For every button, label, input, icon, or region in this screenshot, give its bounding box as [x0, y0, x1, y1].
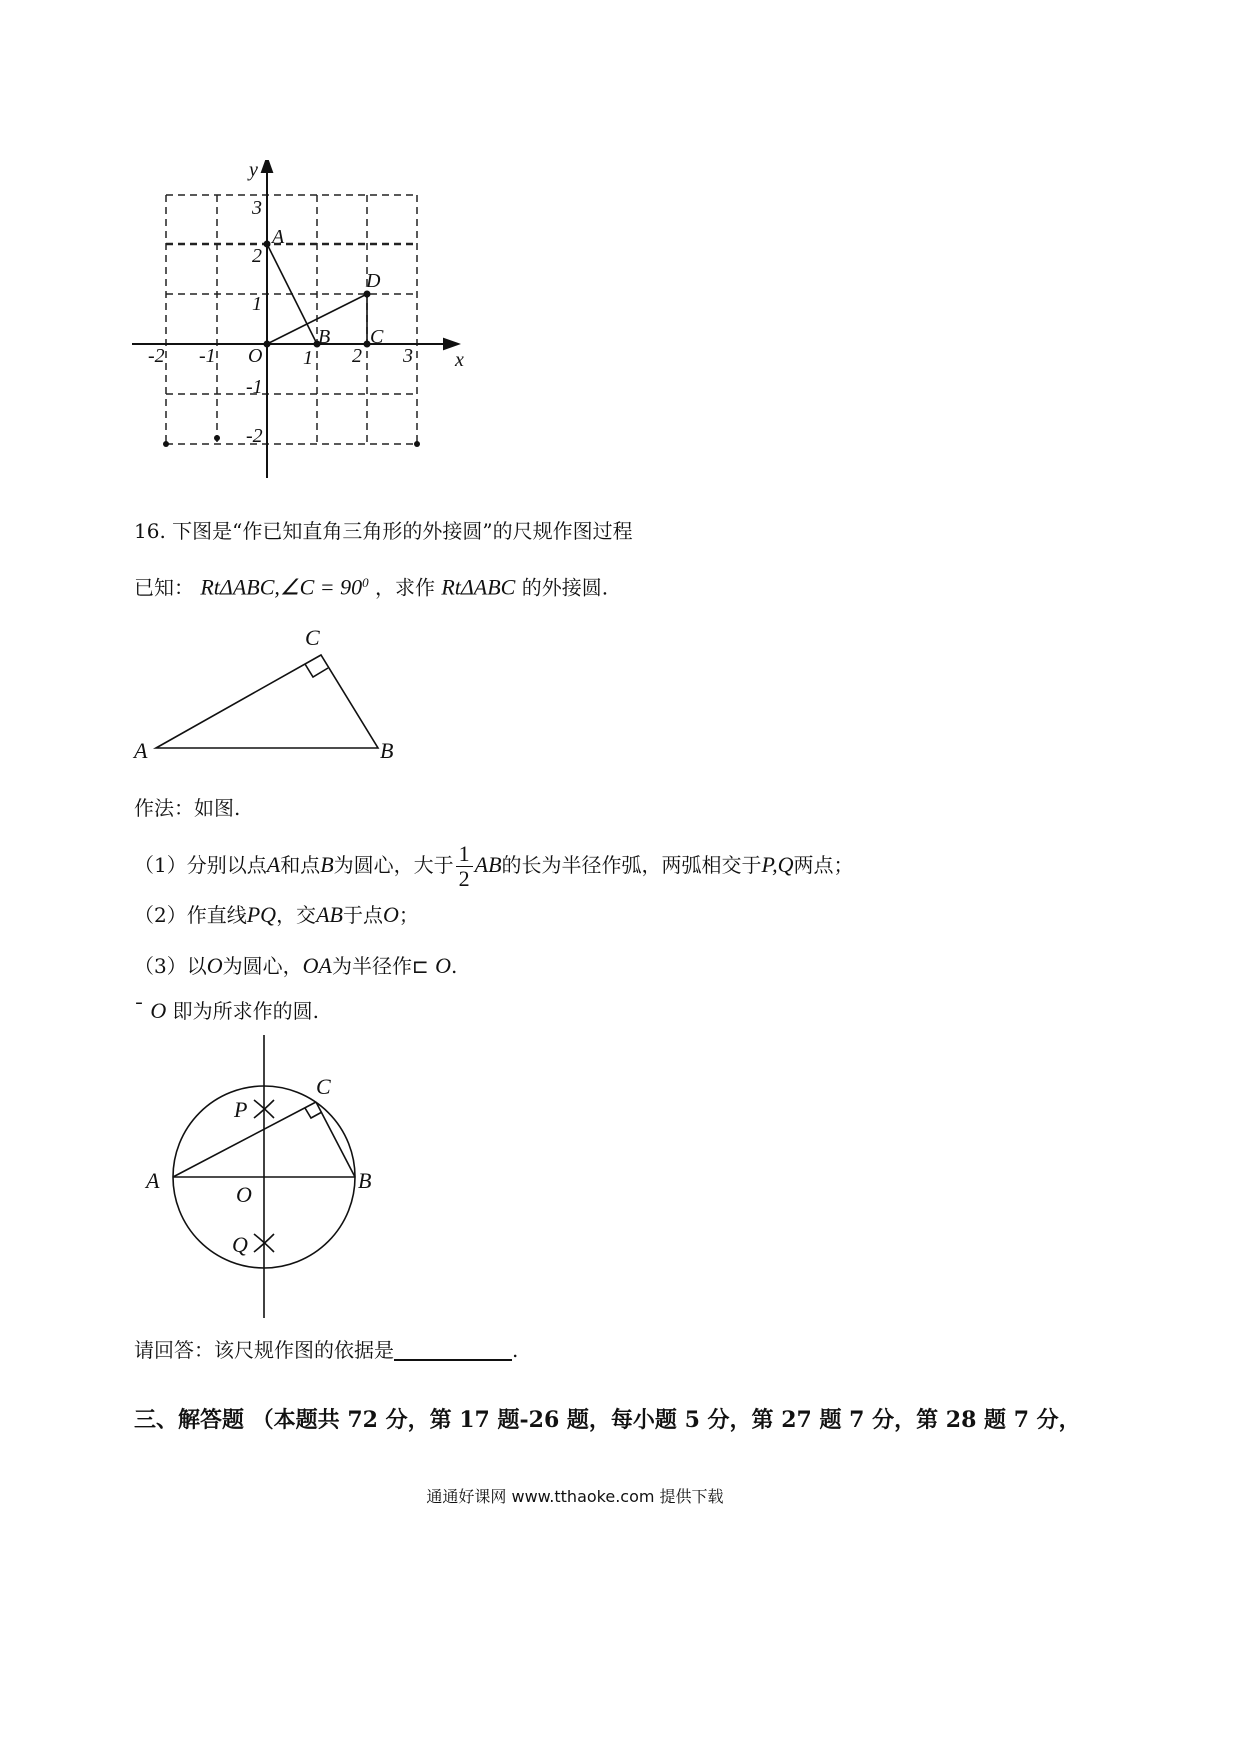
question-16-given	[134, 569, 608, 602]
step-2-segment-AB: AB	[316, 902, 343, 927]
grid-dot	[414, 441, 420, 447]
x-tick-label: O	[248, 345, 263, 367]
y-axis-label: y	[249, 160, 258, 181]
segment-OD	[267, 294, 367, 344]
point-A	[264, 241, 271, 248]
step-3-point-O: O	[206, 953, 223, 978]
given-math-1: RtΔABC,∠C = 90	[200, 574, 363, 600]
y-tick-label: 3	[252, 197, 262, 219]
step-1-point-A: A	[266, 852, 281, 877]
triangle-ABC	[156, 655, 378, 748]
vertex-label-C: C	[316, 1074, 331, 1099]
step-1-text: 两点；	[793, 853, 854, 877]
given-math-2: RtΔABC	[441, 574, 516, 600]
y-tick-label: 2	[252, 245, 262, 267]
right-angle-mark	[305, 664, 328, 677]
x-tick-label: 2	[352, 345, 362, 367]
step-1-text: 和点	[280, 853, 321, 877]
segment-CB	[316, 1102, 355, 1177]
grid-dot	[214, 435, 220, 441]
method-label: 作法：如图.	[134, 796, 241, 820]
point-label-Q: Q	[232, 1232, 248, 1257]
x-axis-arrow-icon	[444, 339, 458, 349]
step-2-line-PQ: PQ	[246, 902, 277, 927]
page-footer: 通通好课网 www.tthaoke.com 提供下载	[426, 1487, 724, 1506]
point-label-P: P	[234, 1097, 248, 1122]
question-16-title: 16. 下图是“作已知直角三角形的外接圆”的尺规作图过程	[134, 519, 633, 543]
x-tick-label: -1	[199, 345, 216, 367]
x-tick-label: 3	[403, 345, 413, 367]
point-label-A: A	[272, 226, 285, 248]
circumcircle-construction-figure	[130, 1030, 400, 1325]
vertex-label-B: B	[358, 1168, 372, 1193]
fraction-one-half	[456, 842, 473, 891]
given-prefix: 已知：	[134, 575, 194, 600]
given-suffix: 的外接圆.	[521, 575, 609, 600]
conclusion	[134, 997, 319, 1025]
step-1-point-B: B	[320, 852, 334, 877]
step-2-point-O: O	[382, 902, 399, 927]
conclusion-circle-O: O	[150, 998, 167, 1023]
step-1-text: （1）分别以点	[134, 853, 267, 877]
step-3-text: 为半径作	[331, 954, 412, 978]
y-tick-label: -1	[246, 376, 263, 398]
circle-symbol-icon: ¯	[134, 999, 144, 1023]
vertex-label-C: C	[305, 625, 320, 650]
y-tick-label: 1	[252, 293, 262, 315]
grid-dot	[163, 441, 169, 447]
conclusion-text: 即为所求作的圆.	[172, 999, 319, 1023]
x-tick-label: 1	[303, 347, 313, 369]
step-3-text: （3）以	[134, 954, 207, 978]
x-tick-label: -2	[148, 345, 165, 367]
point-label-B: B	[318, 326, 331, 348]
point-O	[264, 341, 271, 348]
y-axis-arrow-icon	[262, 160, 272, 172]
center-label-O: O	[236, 1182, 252, 1207]
question-end: .	[512, 1338, 519, 1362]
step-2-text: 于点	[342, 903, 383, 927]
step-2-text: （2）作直线	[134, 903, 247, 927]
fraction-numerator: 1	[456, 842, 473, 867]
fraction-denominator: 2	[458, 866, 470, 891]
right-triangle-figure	[130, 620, 410, 770]
point-label-C: C	[370, 326, 384, 348]
step-1	[134, 842, 854, 891]
grid-lines	[166, 195, 417, 445]
y-tick-label: -2	[246, 425, 263, 447]
step-3-text: .	[450, 954, 458, 978]
step-1-text: 的长为半径作弧，两弧相交于	[501, 853, 762, 877]
given-degree-superscript: 0	[362, 575, 369, 590]
vertex-label-B: B	[380, 738, 394, 763]
point-label-D: D	[366, 270, 381, 292]
step-2-text: ，交	[276, 903, 317, 927]
x-axis-label: x	[455, 349, 464, 371]
step-3-text: 为圆心，	[222, 954, 303, 978]
given-mid: ，求作	[374, 575, 435, 600]
step-2-text: ；	[398, 903, 419, 927]
question-prompt	[134, 1336, 518, 1364]
step-1-text: 为圆心，大于	[333, 853, 454, 877]
step-1-segment-AB: AB	[474, 852, 502, 877]
vertex-label-A: A	[134, 738, 148, 763]
answer-blank[interactable]	[394, 1337, 512, 1361]
step-3-circle-O: O	[435, 953, 451, 978]
vertex-label-A: A	[146, 1168, 160, 1193]
step-1-points-PQ: P,Q	[761, 852, 794, 877]
coordinate-grid-figure	[130, 160, 480, 540]
step-3	[134, 952, 457, 980]
section-3-heading: 三、解答题 （本题共 72 分，第 17 题-26 题，每小题 5 分，第 27 题 7 分，第 28 题 7 分，	[134, 1407, 1081, 1433]
step-3-segment-OA: OA	[302, 953, 332, 978]
question-text: 请回答：该尺规作图的依据是	[134, 1338, 394, 1362]
circle-symbol-icon: ⊏	[411, 954, 429, 978]
step-2	[134, 901, 419, 929]
